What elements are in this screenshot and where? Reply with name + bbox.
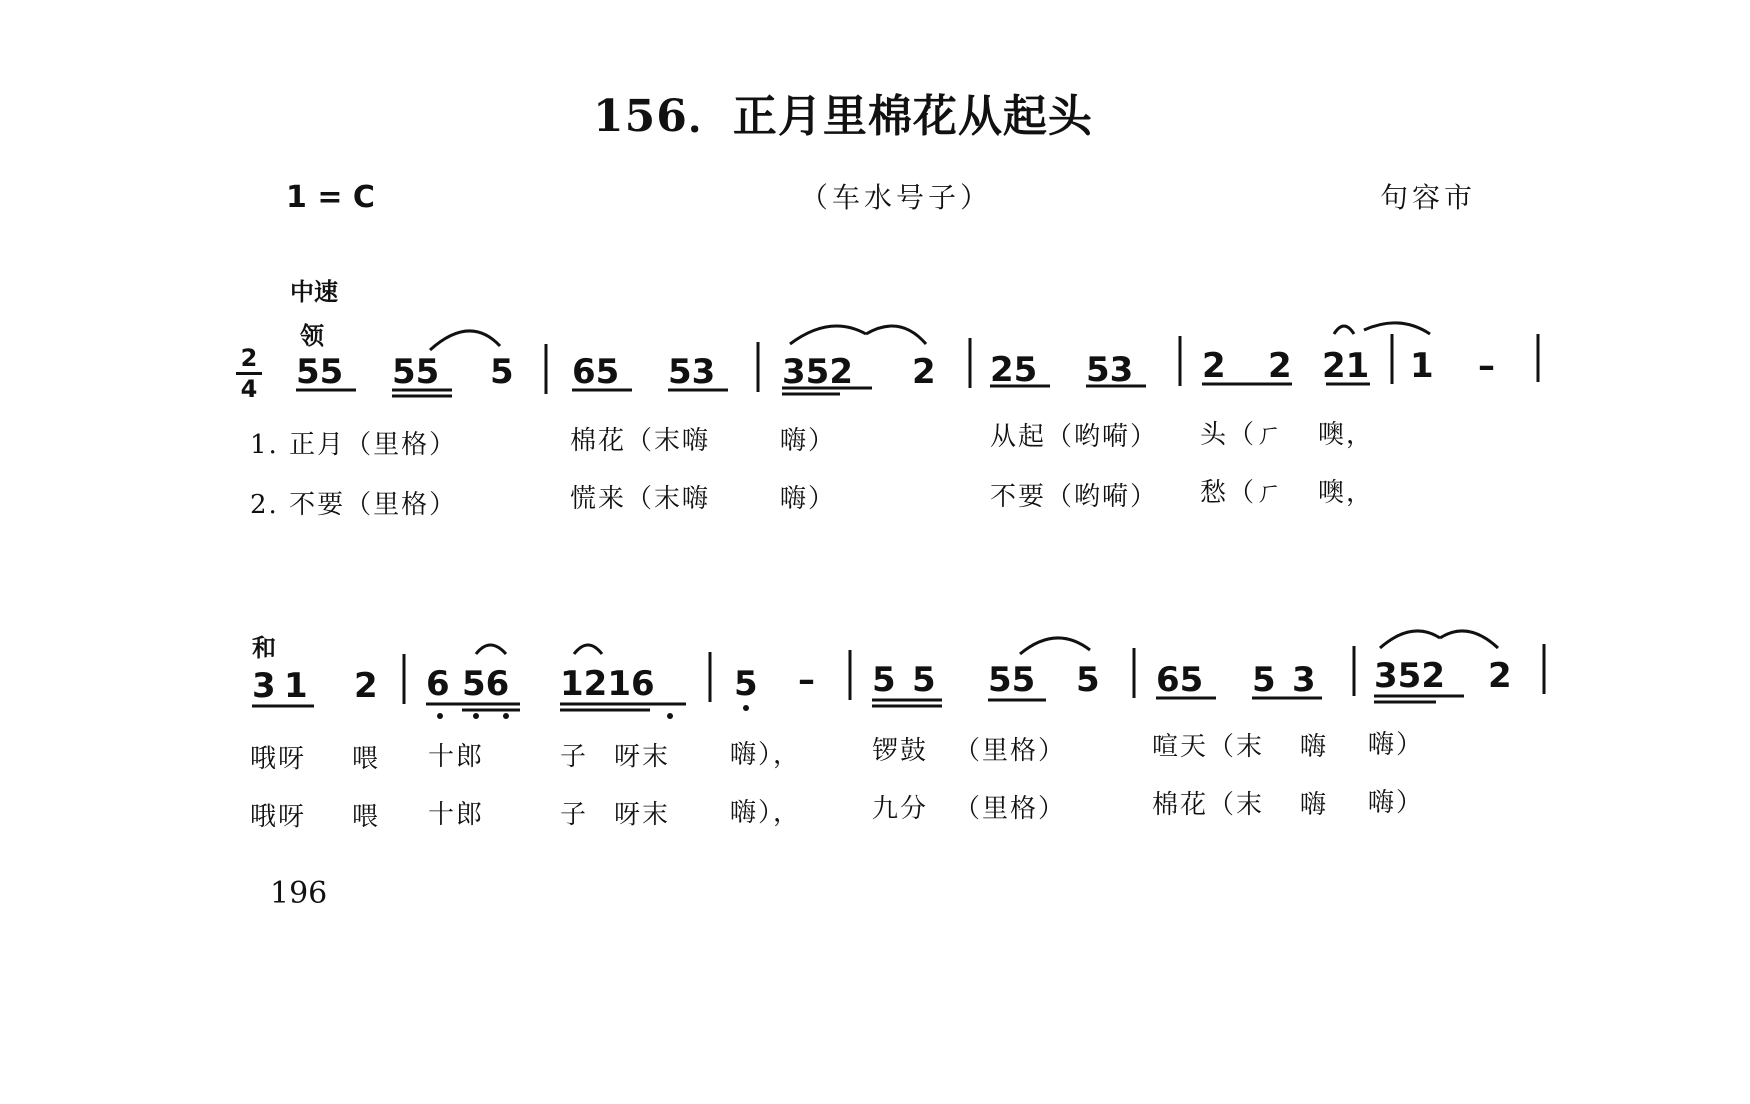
part-lead-label: 领	[300, 321, 324, 350]
note-dash: –	[798, 660, 815, 700]
note-group: 2	[1488, 656, 1512, 696]
lyric-phrase: （里格）	[954, 736, 1067, 766]
slur	[430, 331, 500, 350]
lyric-phrase: 不要（哟嗬）	[990, 482, 1159, 512]
lyric-phrase: 十郎	[428, 800, 485, 830]
slur	[574, 645, 602, 654]
note-group: 56	[462, 664, 510, 704]
note-dash: –	[1478, 346, 1495, 386]
lyric-phrase: （里格）	[954, 794, 1067, 824]
note-group: 1	[1410, 346, 1434, 386]
note-group: 5	[912, 660, 936, 700]
lyric-phrase: 1. 正月（里格）	[250, 430, 458, 460]
key-signature: 1 = C	[286, 180, 375, 215]
lyric-phrase: 锣鼓	[872, 736, 929, 766]
lyric-phrase: 嗨	[1300, 790, 1329, 820]
note-group: 53	[1086, 350, 1134, 390]
lyric-phrase: 慌来（末嗨	[570, 484, 711, 514]
note-group: 5	[1076, 660, 1100, 700]
octave-dot	[473, 713, 479, 719]
lyric-phrase: 棉花（末	[1152, 790, 1265, 820]
slur	[1364, 323, 1430, 334]
note-group: 55	[988, 660, 1036, 700]
slur	[790, 326, 866, 344]
note-group: 6	[426, 664, 450, 704]
slur	[476, 645, 506, 654]
lyric-phrase: 从起（哟嗬）	[990, 422, 1159, 452]
page-number: 196	[270, 876, 328, 911]
slur	[1020, 638, 1090, 654]
octave-dot	[503, 713, 509, 719]
time-signature-bottom: 4	[240, 375, 258, 403]
slur	[866, 326, 926, 344]
song-subtitle: （车水号子）	[800, 181, 993, 214]
lyric-phrase: 喂	[352, 802, 381, 832]
slur	[1440, 631, 1498, 648]
slur	[1334, 326, 1354, 334]
lyric-phrase: 喧天（末	[1152, 732, 1265, 762]
lyric-phrase: 2. 不要（里格）	[250, 490, 458, 520]
lyric-phrase: 嗨）	[1368, 788, 1425, 818]
lyric-phrase: 嗨）	[780, 484, 837, 514]
note-group: 65	[572, 352, 620, 392]
lyric-phrase: 噢，	[1318, 420, 1375, 450]
note-group: 5	[872, 660, 896, 700]
note-group: 352	[782, 352, 853, 392]
lyric-phrase: 子	[560, 800, 589, 830]
note-group: 55	[296, 352, 344, 392]
note-group: 2	[912, 352, 936, 392]
note-group: 3	[252, 666, 276, 706]
note-group: 21	[1322, 346, 1370, 386]
time-signature-top: 2	[240, 344, 258, 372]
octave-dot	[667, 713, 673, 719]
note-group: 5	[1252, 660, 1276, 700]
part-chorus-label: 和	[252, 633, 276, 662]
note-group: 5	[734, 664, 758, 704]
lyric-phrase: 噢，	[1318, 478, 1375, 508]
note-group: 2	[1268, 346, 1292, 386]
lyric-phrase: 呀末	[614, 742, 671, 772]
lyric-phrase: 九分	[872, 794, 929, 824]
note-group: 65	[1156, 660, 1204, 700]
note-group: 3	[1292, 660, 1316, 700]
lyric-phrase: 十郎	[428, 742, 485, 772]
lyric-phrase: 头（ㄏ	[1200, 420, 1285, 450]
lyric-phrase: 嗨）	[780, 426, 837, 456]
lyric-phrase: 子	[560, 742, 589, 772]
note-group: 55	[392, 352, 440, 392]
lyric-phrase: 哦呀	[250, 744, 307, 774]
note-group: 2	[354, 666, 378, 706]
note-group: 1	[284, 666, 308, 706]
lyric-phrase: 嗨），	[730, 798, 802, 828]
lyric-phrase: 呀末	[614, 800, 671, 830]
octave-dot	[743, 705, 749, 711]
note-group: 25	[990, 350, 1038, 390]
note-group: 2	[1202, 346, 1226, 386]
lyric-phrase: 嗨	[1300, 732, 1329, 762]
slur	[1380, 631, 1440, 648]
note-group: 5	[490, 352, 514, 392]
lyric-phrase: 哦呀	[250, 802, 307, 832]
tempo-marking: 中速	[290, 277, 338, 306]
lyric-phrase: 喂	[352, 744, 381, 774]
song-origin: 句容市	[1380, 181, 1477, 214]
lyric-phrase: 嗨），	[730, 740, 802, 770]
note-group: 53	[668, 352, 716, 392]
song-title: 156．正月里棉花从起头	[593, 91, 1093, 142]
lyric-phrase: 嗨）	[1368, 730, 1425, 760]
octave-dot	[437, 713, 443, 719]
note-group: 352	[1374, 656, 1445, 696]
lyric-phrase: 棉花（末嗨	[570, 426, 711, 456]
lyric-phrase: 愁（ㄏ	[1200, 478, 1285, 508]
note-group: 1216	[560, 664, 655, 704]
